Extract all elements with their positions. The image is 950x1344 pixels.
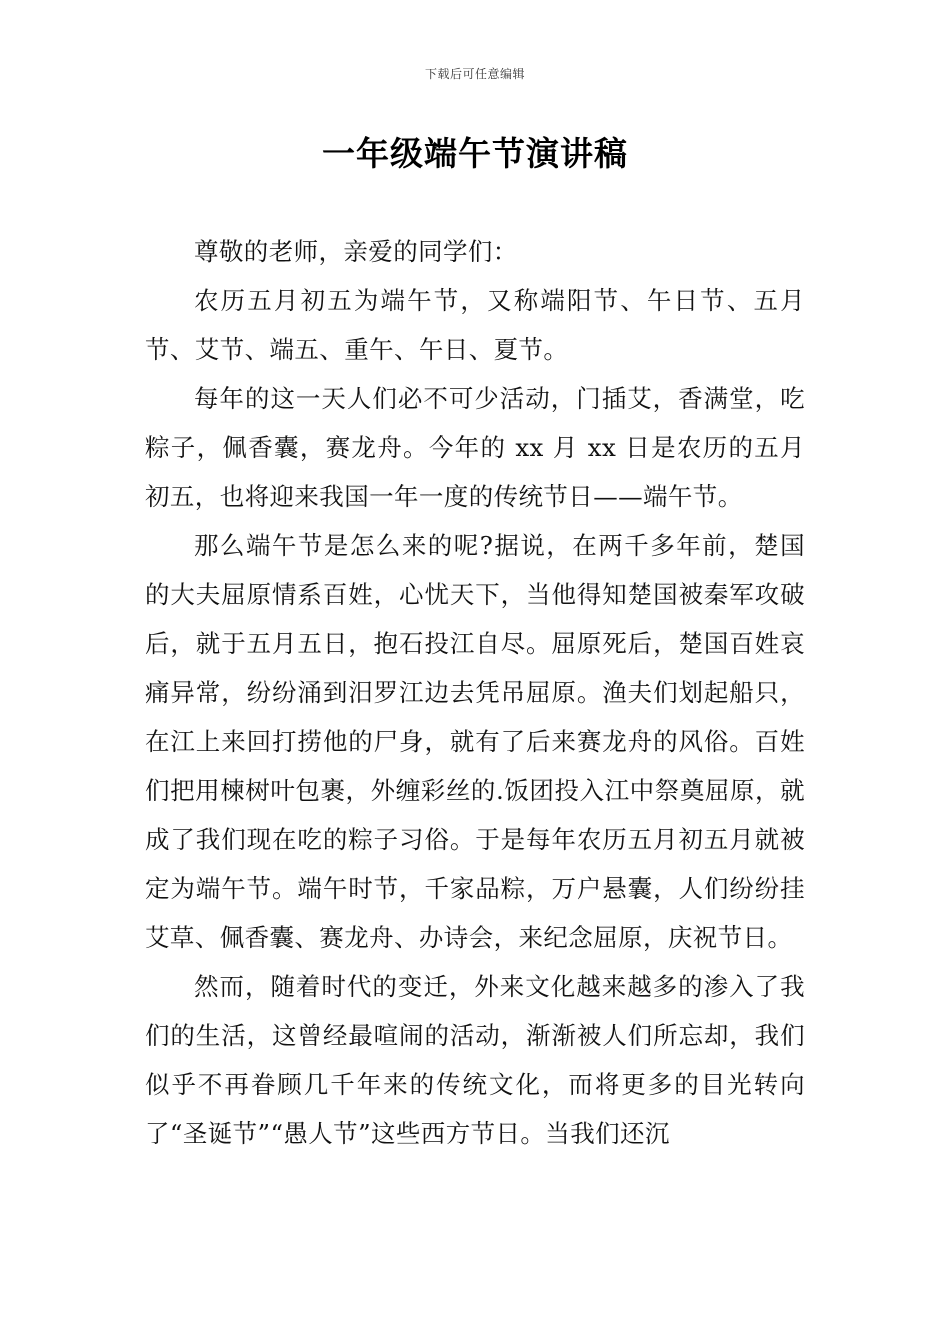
body-paragraph: 那么端午节是怎么来的呢?据说，在两千多年前，楚国的大夫屈原情系百姓，心忧天下，当他得知楚国被秦军攻破后，就于五月五日，抱石投江自尽。屈原死后，楚国百姓哀痛异常，纷纷涌到汨罗江边去凭吊屈原。渔夫们划起船只，在江上来回打捞他的尸身，就有了后来赛龙舟的风俗。百姓们把用楝树叶包裹，外缠彩丝的.饭团投入江中祭奠屈原，就成了我们现在吃的粽子习俗。于是每年农历五月初五月就被定为端午节。端午时节，千家品粽，万户悬囊，人们纷纷挂艾草、佩香囊、赛龙舟、办诗会，来纪念屈原，庆祝节日。 [145, 531, 805, 952]
header-note: 下载后可任意编辑 [424, 67, 525, 81]
body-paragraph: 然而，随着时代的变迁，外来文化越来越多的渗入了我们的生活，这曾经最喧闹的活动，渐渐被人们所忘却，我们似乎不再眷顾几千年来的传统文化，而将更多的目光转向了“圣诞节”“愚人节”这些西方节日。当我们还沉 [145, 972, 805, 1148]
body-paragraph: 农历五月初五为端午节，又称端阳节、午日节、五月节、艾节、端五、重午、午日、夏节。 [145, 286, 805, 364]
salutation-paragraph: 尊敬的老师，亲爱的同学们： [194, 237, 518, 266]
document-body [145, 227, 805, 1158]
body-paragraph: 每年的这一天人们必不可少活动，门插艾，香满堂，吃粽子，佩香囊，赛龙舟。今年的 xx 月 xx 日是农历的五月初五，也将迎来我国一年一度的传统节日——端午节。 [145, 384, 805, 511]
document-title: 一年级端午节演讲稿 [322, 134, 628, 173]
